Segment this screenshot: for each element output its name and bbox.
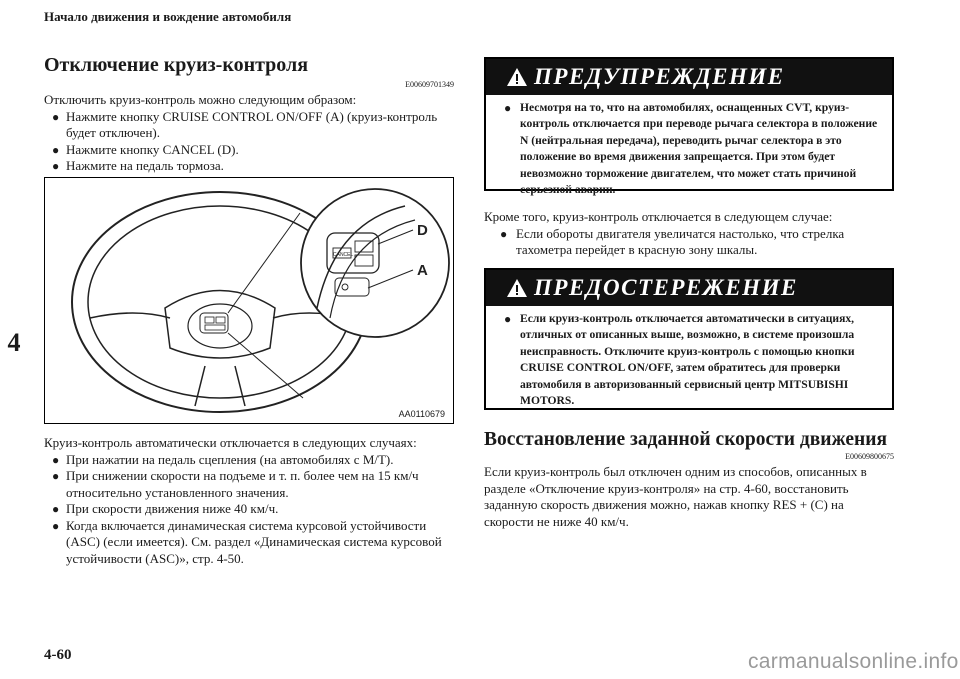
list-item: ● При нажатии на педаль сцепления (на автомобилях с М/Т). xyxy=(52,451,394,467)
list-item-text: При снижении скорости на подъеме и т. п. более чем на 15 км/ч относительно установленного значения. xyxy=(66,468,419,500)
section-code: E00609701349 xyxy=(405,80,454,89)
warning-box xyxy=(484,57,894,197)
list-item-text: Когда включается динамическая система курсовой устойчивости (ASC) (если имеется). См. раздел «Динамическая система курсовой устойчивости (ASC)», стр. 4-50. xyxy=(66,517,442,566)
caution-box xyxy=(484,268,894,410)
list-item-text: Нажмите кнопку CANCEL (D). xyxy=(66,141,239,157)
intro-text: Отключить круиз-контроль можно следующим образом: xyxy=(44,92,357,107)
section-disable-cruise xyxy=(44,54,454,77)
caution-triangle-icon xyxy=(506,278,528,298)
auto-intro: Круиз-контроль автоматически отключается в следующих случаях: xyxy=(44,435,417,450)
caution-header xyxy=(486,270,892,306)
disable-instructions xyxy=(44,92,454,175)
section-resume xyxy=(484,429,898,451)
list-item: ● При снижении скорости на подъеме и т. п. более чем на 15 км/ч относительно установленного значения. xyxy=(52,468,419,500)
warning-title: ПРЕДУПРЕЖДЕНИЕ xyxy=(534,64,785,89)
caution-title: ПРЕДОСТЕРЕЖЕНИЕ xyxy=(534,275,798,300)
list-item: ● Нажмите кнопку CANCEL (D). xyxy=(52,141,239,157)
list-item: ● Если обороты двигателя увеличатся настолько, что стрелка тахометра перейдет в красную зону шкалы. xyxy=(500,225,845,257)
auto-disable-list xyxy=(44,435,454,567)
list-item-text: Нажмите кнопку CRUISE CONTROL ON/OFF (A) (круиз-контроль будет отключен). xyxy=(66,108,438,140)
running-header: Начало движения и вождение автомобиля xyxy=(44,9,292,24)
callout-d: D xyxy=(417,222,428,239)
caution-item: ● Если круиз-контроль отключается автоматически в ситуациях, отличных от описанных выше, возможно, в системе произошла неисправность. Отключите круиз-контроль с помощью кнопки CRUISE CONTROL ON/OFF, затем обратитесь для проверки автомобиля в авторизованный сервисный центр MITSUBISHI MOTORS. xyxy=(504,312,855,408)
warning-item: ● Несмотря на то, что на автомобилях, оснащенных CVT, круиз-контроль отключается при переводе рычага селектора в положение N (нейтральная передача), переводить рычаг селектора в это положение во время движения запрещается. При этом будет невозможно торможение двигателем, что может стать причиной серьезной аварии. xyxy=(504,101,878,197)
list-item: ● Нажмите на педаль тормоза. xyxy=(52,158,224,173)
callout-a: A xyxy=(417,262,428,279)
warning-triangle-icon xyxy=(506,67,528,87)
resume-code: E00609800675 xyxy=(845,452,894,461)
cancel-label: CANCEL xyxy=(333,252,354,258)
caution-text: Если круиз-контроль отключается автоматически в ситуациях, отличных от описанных выше, возможно, в системе произошла неисправность. Отключите круиз-контроль с помощью кнопки CRUISE CONTROL ON/OFF, затем обратитесь для проверки автомобиля в авторизованный сервисный центр MITSUBISHI MOTORS. xyxy=(520,312,855,408)
list-item-text: При скорости движения ниже 40 км/ч. xyxy=(66,501,279,516)
warning-header xyxy=(486,59,892,95)
list-item: ● При скорости движения ниже 40 км/ч. xyxy=(52,501,279,516)
resume-text: Если круиз-контроль был отключен одним из способов, описанных в разделе «Отключение круиз-контроля» на стр. 4-60, восстановить заданную скорость движения можно, нажав кнопку RES + (C) на скорости не ниже 40 км/ч. xyxy=(484,464,867,529)
steering-wheel-figure xyxy=(44,177,454,424)
list-item-text: При нажатии на педаль сцепления (на автомобилях с М/Т). xyxy=(66,451,394,467)
additional-disable xyxy=(484,209,894,259)
list-item-text: Если обороты двигателя увеличатся настолько, что стрелка тахометра перейдет в красную зону шкалы. xyxy=(516,225,845,257)
also-intro: Кроме того, круиз-контроль отключается в следующем случае: xyxy=(484,209,833,224)
warning-text: Несмотря на то, что на автомобилях, оснащенных CVT, круиз-контроль отключается при переводе рычага селектора в положение N (нейтральная передача), переводить рычаг селектора в это положение во время движения запрещается. При этом будет невозможно торможение двигателем, что может стать причиной серьезной аварии. xyxy=(520,101,878,197)
watermark: carmanualsonline.info xyxy=(748,650,959,673)
chapter-tab: 4 xyxy=(7,328,21,357)
list-item: ● Когда включается динамическая система курсовой устойчивости (ASC) (если имеется). См. раздел «Динамическая система курсовой устойчивости (ASC)», стр. 4-50. xyxy=(52,517,442,566)
page-number: 4-60 xyxy=(44,647,72,663)
figure-code: AA0110679 xyxy=(398,409,445,419)
steering-wheel-illustration xyxy=(45,178,453,423)
resume-title: Восстановление заданной скорости движения xyxy=(484,429,888,450)
list-item-text: Нажмите на педаль тормоза. xyxy=(66,158,224,173)
list-item: ● Нажмите кнопку CRUISE CONTROL ON/OFF (A) (круиз-контроль будет отключен). xyxy=(52,108,438,140)
section-title: Отключение круиз-контроля xyxy=(44,54,309,76)
